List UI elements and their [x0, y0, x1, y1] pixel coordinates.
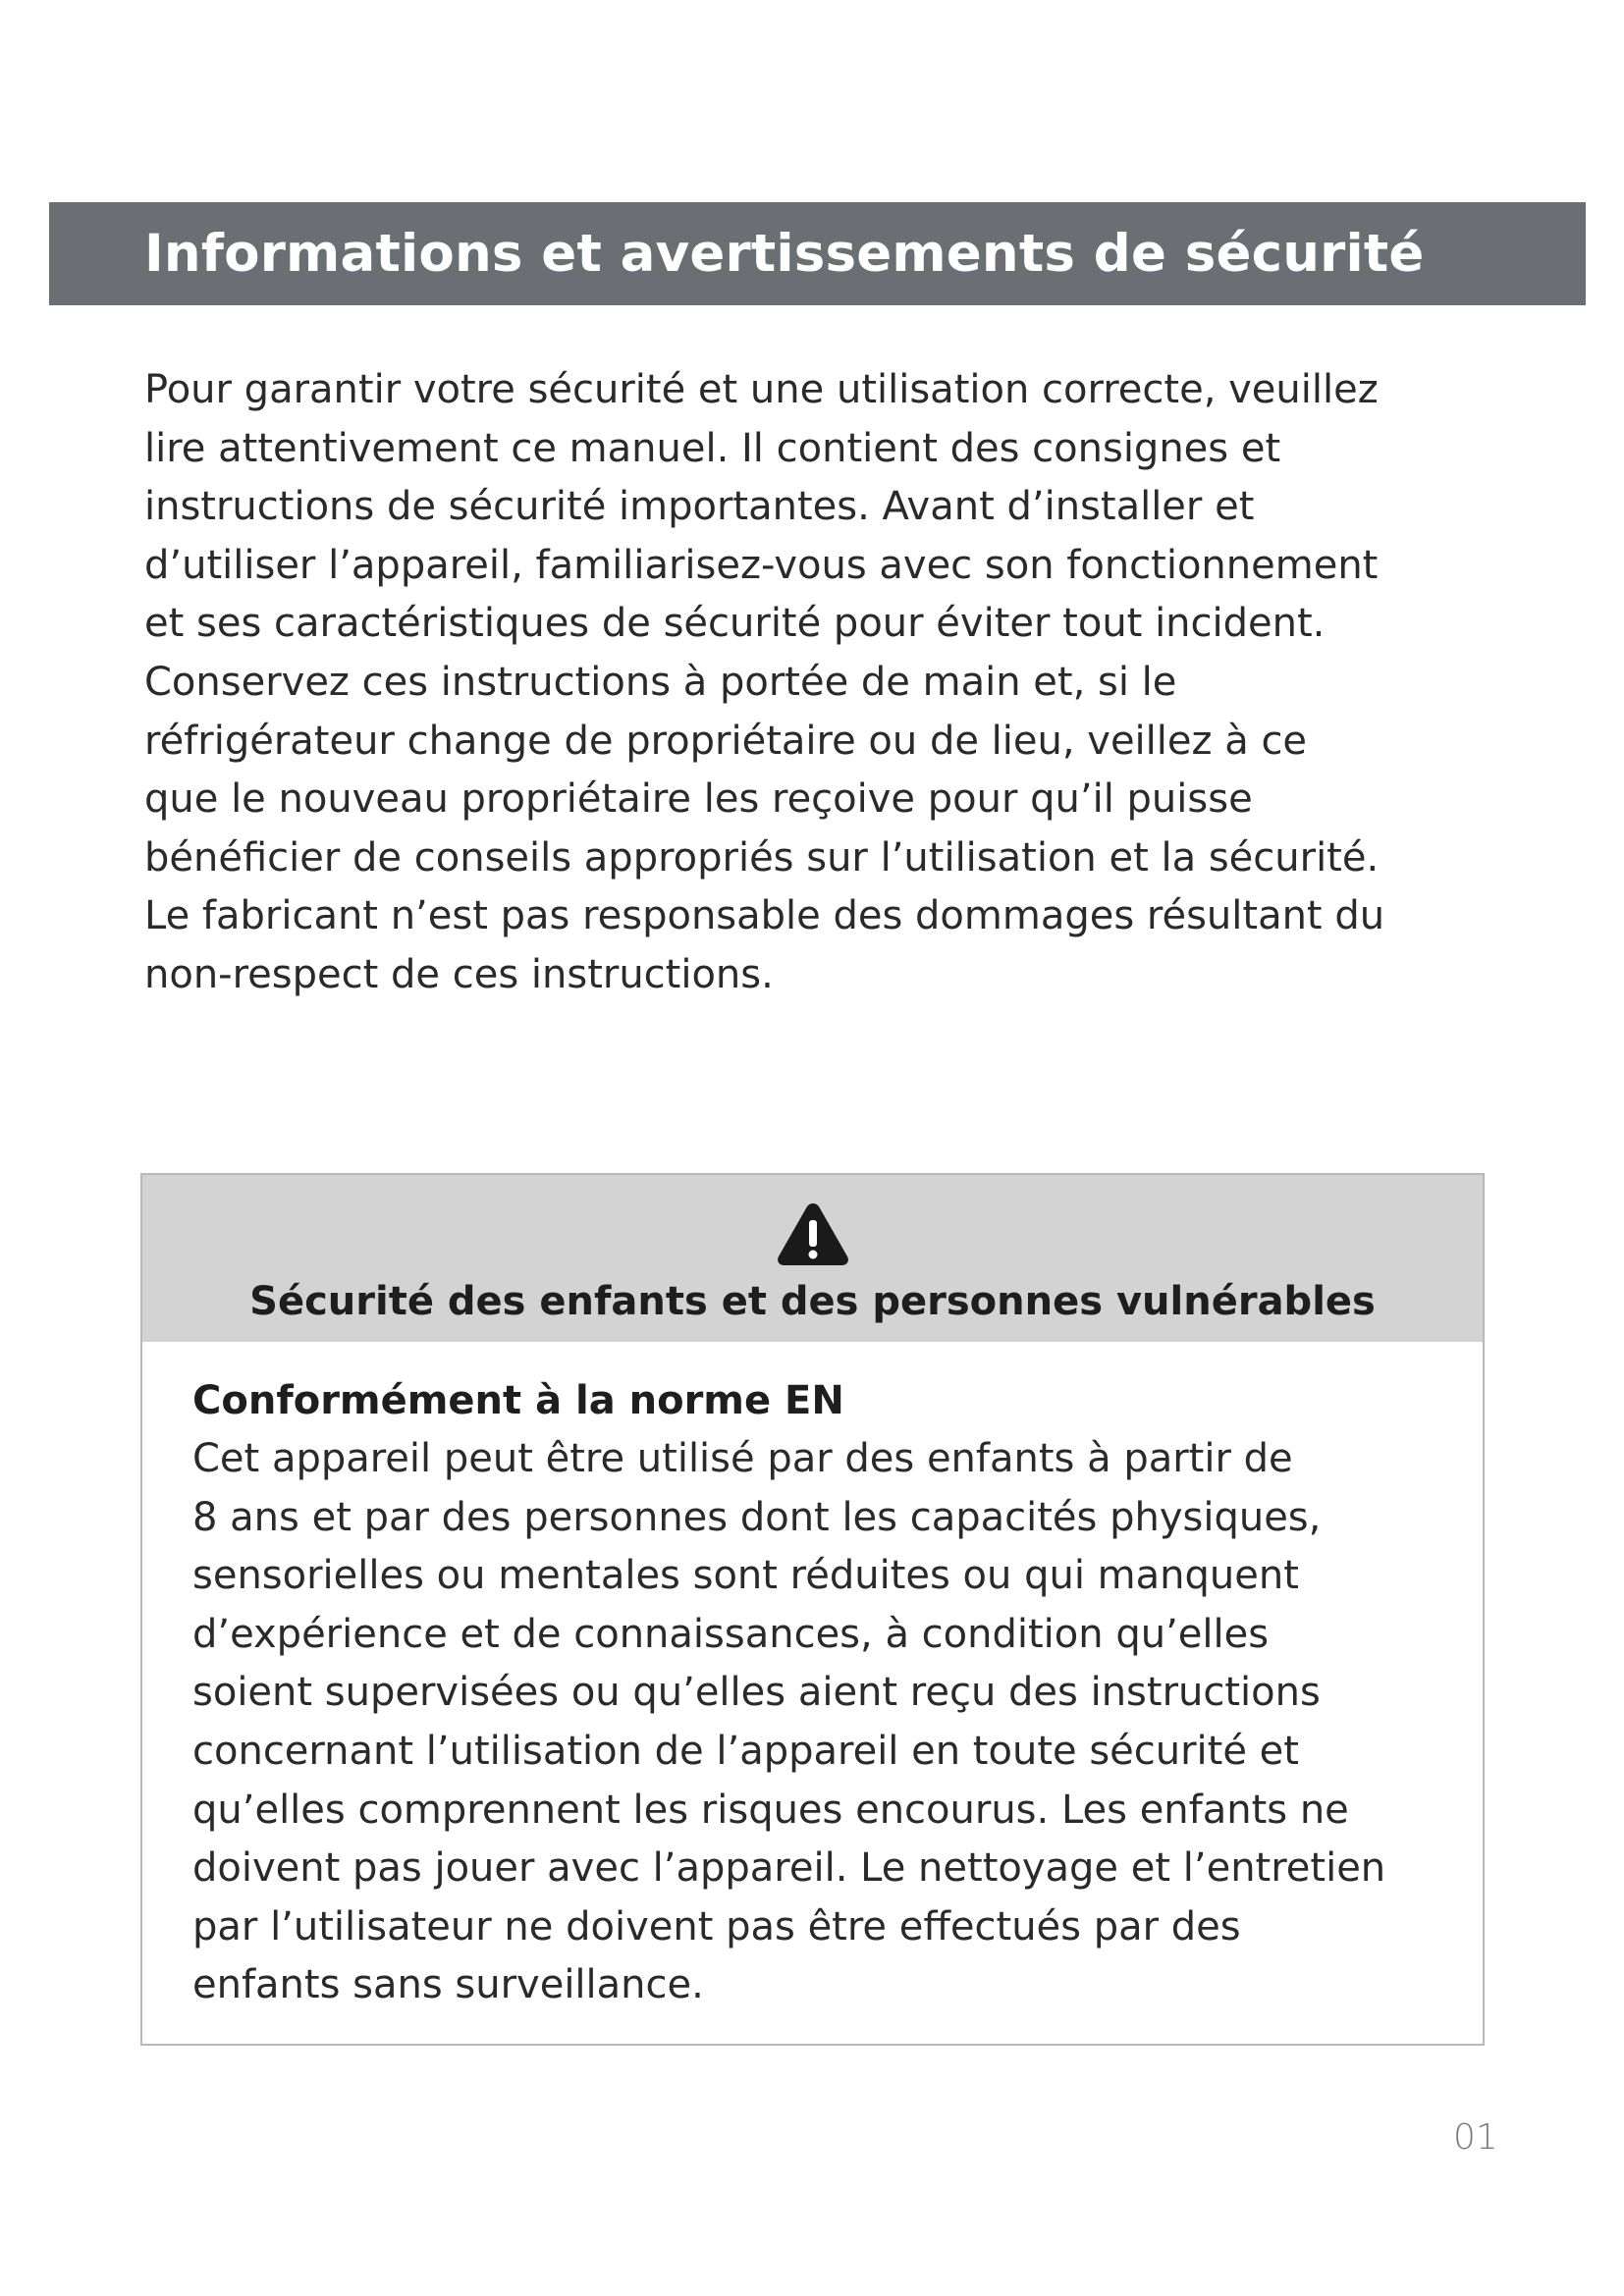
intro-line: bénéficier de conseils appropriés sur l’utilisation et la sécurité.: [144, 834, 1380, 881]
intro-line: et ses caractéristiques de sécurité pour éviter tout incident.: [144, 601, 1326, 647]
intro-paragraph: [144, 361, 1519, 1005]
intro-line: que le nouveau propriétaire les reçoive pour qu’il puisse: [144, 776, 1253, 823]
intro-line: Conservez ces instructions à portée de main et, si le: [144, 659, 1177, 705]
warning-line: concernant l’utilisation de l’appareil en toute sécurité et: [192, 1728, 1299, 1774]
warning-line: sensorielles ou mentales sont réduites ou qui manquent: [192, 1553, 1299, 1599]
warning-line: 8 ans et par des personnes dont les capacités physiques,: [192, 1494, 1322, 1540]
warning-line: soient supervisées ou qu’elles aient reçu des instructions: [192, 1670, 1321, 1716]
warning-line: enfants sans surveillance.: [192, 1962, 704, 2008]
warning-line: Cet appareil peut être utilisé par des enfants à partir de: [192, 1436, 1293, 1481]
page-title: Informations et avertissements de sécurité: [144, 224, 1425, 284]
warning-line: doivent pas jouer avec l’appareil. Le nettoyage et l’entretien: [192, 1845, 1386, 1892]
intro-line: lire attentivement ce manuel. Il contient des consignes et: [144, 425, 1281, 471]
warning-box: [140, 1173, 1485, 2046]
intro-line: d’utiliser l’appareil, familiarisez-vous avec son fonctionnement: [144, 542, 1379, 588]
warning-title: Sécurité des enfants et des personnes vulnérables: [249, 1279, 1376, 1324]
warning-line: d’expérience et de connaissances, à condition qu’elles: [192, 1611, 1270, 1657]
warning-line: qu’elles comprennent les risques encourus. Les enfants ne: [192, 1787, 1349, 1833]
warning-triangle-icon: [776, 1201, 850, 1267]
intro-line: Le fabricant n’est pas responsable des dommages résultant du: [144, 893, 1385, 939]
warning-body: [192, 1371, 1469, 2015]
norm-heading: Conformément à la norme EN: [192, 1378, 844, 1423]
warning-line: par l’utilisateur ne doivent pas être effectués par des: [192, 1903, 1241, 1949]
intro-line: instructions de sécurité importantes. Avant d’installer et: [144, 484, 1255, 530]
section-title-bar: [49, 202, 1586, 305]
intro-line: Pour garantir votre sécurité et une utilisation correcte, veuillez: [144, 367, 1379, 412]
intro-line: non-respect de ces instructions.: [144, 951, 774, 997]
page-number: 01: [1453, 2117, 1498, 2158]
intro-line: réfrigérateur change de propriétaire ou de lieu, veillez à ce: [144, 718, 1308, 764]
warning-header: [142, 1175, 1483, 1342]
